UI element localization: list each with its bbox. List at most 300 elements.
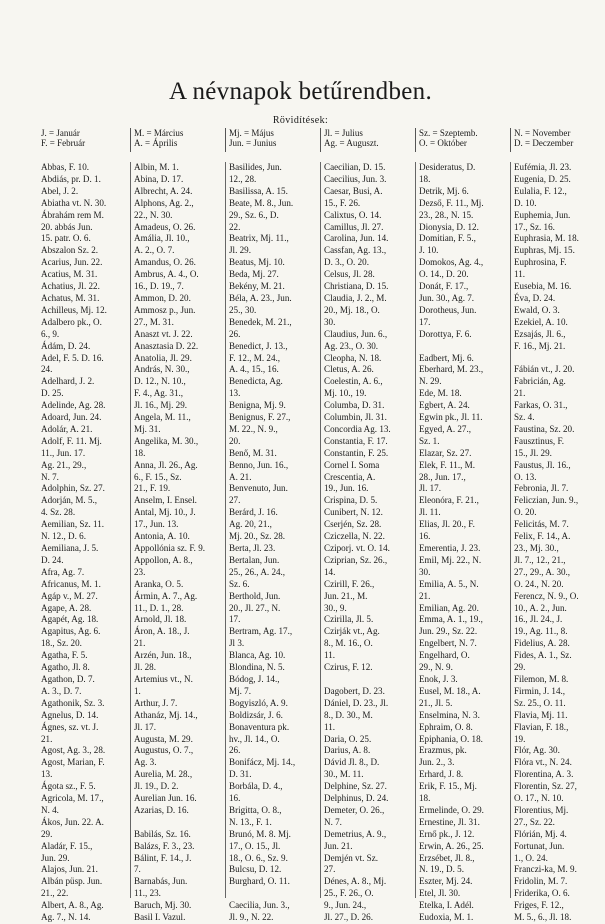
index-entry: Albrecht, A. 24. — [134, 185, 193, 196]
index-entry: 26. — [229, 745, 241, 756]
index-entry: 16., Jl. 24., J. — [514, 614, 563, 625]
index-entry: A. 2., O. 7. — [134, 245, 175, 256]
index-entry: Ákos, Jun. 22. A. — [41, 816, 104, 827]
index-entry: Arthur, J. 7. — [134, 697, 178, 708]
index-entry: Jl. 28. — [134, 662, 156, 673]
legend-entry: A. = Április — [134, 138, 178, 148]
index-entry: Adel, F. 5. D. 16. — [41, 352, 104, 363]
index-entry: Beda, Mj. 27. — [229, 269, 279, 280]
index-entry: Emilian, Ag. 20. — [419, 602, 479, 613]
index-entry: Friderika, O. 6. — [514, 888, 570, 899]
index-entry: Czirilla, Jl. 5. — [324, 614, 374, 625]
index-entry: Caecilius, Jun. 3. — [324, 173, 387, 184]
index-entry: Febronia, Jl. 7. — [514, 483, 569, 494]
index-entry: Béla, A. 23., Jun. — [229, 292, 292, 303]
index-entry: Agapét, Ag. 18. — [41, 614, 99, 625]
index-entry: Acarius, Jun. 22. — [41, 257, 103, 268]
index-entry: Emilia, A. 5., N. — [419, 578, 479, 589]
index-entry: Benedicta, Ag. — [229, 376, 283, 387]
index-entry: Bekény, M. 21. — [229, 281, 285, 292]
index-entry: Adalbero pk., O. — [41, 316, 102, 327]
index-entry: Ernestine, Jl. 31. — [419, 816, 480, 827]
index-entry: Fidelius, A. 28. — [514, 638, 570, 649]
index-entry: Erazmus, pk. — [419, 745, 467, 756]
index-entry: A. 4., 15., 16. — [229, 364, 279, 375]
index-entry: 27., M. 31. — [134, 316, 174, 327]
index-entry: Basil I. Vazul. — [134, 912, 186, 923]
index-entry: Azarias, D. 16. — [134, 804, 189, 815]
index-entry: Jl. 9., N. 22. — [229, 912, 274, 923]
legend-column — [415, 128, 510, 152]
index-entry: Artemius vt., N. — [134, 673, 193, 684]
legend-entry: J. = Január — [41, 128, 80, 138]
index-entry: Sz. 4. — [514, 412, 535, 423]
index-entry: Desideratus, D. — [419, 162, 476, 172]
index-entry: 4. Sz. 28. — [41, 507, 76, 518]
index-entry: Anatolia, Jl. 29. — [134, 352, 192, 363]
index-entry: Erik, F. 15., Mj. — [419, 781, 477, 792]
legend-column — [225, 128, 320, 152]
index-entry: Constantin, F. 25. — [324, 447, 389, 458]
index-entry: Eusel, M. 18., A. — [419, 685, 481, 696]
index-entry: Ambrus, A. 4., O. — [134, 269, 199, 280]
index-entry: Constantia, F. 17. — [324, 435, 388, 446]
index-entry: Agapitus, Ag. 6. — [41, 626, 101, 637]
index-entry: Ágnes, sz. vt. J. — [41, 721, 99, 732]
index-entry: Blondina, N. 5. — [229, 662, 285, 673]
legend-column — [41, 128, 130, 152]
index-entry: A. 21. — [229, 471, 252, 482]
index-entry: Fides, A. 1., Sz. — [514, 650, 572, 661]
index-entry: Benvenuto, Jun. — [229, 483, 288, 494]
index-entry: Euphrasia, M. 18. — [514, 233, 579, 244]
index-entry: 15., Jl. 29. — [514, 447, 552, 458]
index-entry: Etel, Jl. 30. — [419, 888, 461, 899]
index-entry: 11., Jun. 17. — [41, 447, 86, 458]
legend-entry: Ag. = Auguszt. — [324, 138, 379, 148]
index-column — [415, 162, 510, 923]
legend-entry: Jl. = Julius — [324, 128, 363, 138]
index-entry: Czirill, F. 26., — [324, 578, 375, 589]
index-entry: 21., 22. — [41, 888, 69, 899]
index-entry — [229, 888, 320, 900]
index-entry: Agathon, D. 7. — [41, 673, 95, 684]
index-entry: Detrik, Mj. 6. — [419, 185, 469, 196]
index-entry: 9., Jun. 24., — [324, 900, 367, 911]
index-entry: Adorján, M. 5., — [41, 495, 98, 506]
index-entry: Columba, D. 31. — [324, 400, 385, 411]
index-entry: Fabricián, Ag. — [514, 376, 566, 387]
index-entry: Basilides, Jun. — [229, 162, 282, 172]
index-entry: Florentius, Mj. — [514, 804, 569, 815]
index-entry: Ag. 23., O. 30. — [324, 340, 379, 351]
index-entry: Amadeus, O. 26. — [134, 221, 196, 232]
index-entry: Erwin, A. 26., 25. — [419, 840, 484, 851]
index-entry: 30. — [419, 566, 431, 577]
index-entry: Dániel, D. 23., Jl. — [324, 697, 389, 708]
index-entry: 18. — [419, 793, 431, 804]
index-entry: Donát, F. 17., — [419, 281, 469, 292]
index-entry: Agathonik, Sz. 3. — [41, 697, 105, 708]
index-entry: Czirják vt., Ag. — [324, 626, 380, 637]
index-entry: 11., D. 1., 28. — [134, 602, 184, 613]
index-entry: 16., D. 19., 7. — [134, 281, 184, 292]
index-entry: F. 16., Mj. 21. — [514, 340, 566, 351]
index-entry: J. 10. — [419, 245, 439, 256]
index-entry: 15. patr. O. 6. — [41, 233, 91, 244]
index-entry: Eszter, Mj. 24. — [419, 876, 473, 887]
legend-column — [510, 128, 605, 152]
index-entry: Abina, D. 17. — [134, 173, 184, 184]
index-entry: Czirus, F. 12. — [324, 662, 373, 673]
index-entry: Adelinde, Ag. 28. — [41, 400, 106, 411]
index-entry: 1., O. 24. — [514, 852, 548, 863]
index-entry: Cleopha, N. 18. — [324, 352, 382, 363]
index-entry: Jun. 21. — [324, 840, 353, 851]
index-entry: 13. — [41, 769, 53, 780]
legend-entry: M. = Március — [134, 128, 184, 138]
index-entry: Jun. 2., 3. — [419, 757, 455, 768]
index-entry: Jl. 7., 12., 21., — [514, 554, 566, 565]
index-entry: Delphine, Sz. 27. — [324, 781, 387, 792]
index-entry: 6., F. 15., Sz. — [134, 471, 182, 482]
index-entry: Elias, Jl. 20., F. — [419, 519, 475, 530]
index-entry: Euphemia, Jun. — [514, 209, 571, 220]
index-entry: Bódog, J. 14., — [229, 673, 280, 684]
index-entry: Agatho, Jl. 8. — [41, 662, 90, 673]
index-entry: 21. — [419, 590, 431, 601]
index-entry: Demjén vt. Sz. — [324, 852, 379, 863]
index-entry: Agatha, F. 5. — [41, 650, 88, 661]
index-entry: 20., Mj. 18., O. — [324, 304, 380, 315]
index-entry: 29. — [514, 662, 526, 673]
index-entry: O. 24., N. 20. — [514, 578, 564, 589]
index-entry — [514, 353, 605, 365]
index-entry: Benigna, Mj. 9. — [229, 400, 286, 411]
index-entry: Bonaventura pk. — [229, 721, 290, 732]
index-entry: Concordia Ag. 13. — [324, 423, 391, 434]
index-entry: Flórián, Mj. 4. — [514, 828, 567, 839]
index-entry: Adelhard, J. 2. — [41, 376, 95, 387]
index-entry: Jl 3. — [229, 638, 245, 649]
index-entry: Balázs, F. 3., 23. — [134, 840, 195, 851]
index-entry: Beatrix, Mj. 11., — [229, 233, 289, 244]
index-entry: Beatus, Mj. 10. — [229, 257, 285, 268]
index-entry: Caecilian, D. 15. — [324, 162, 386, 172]
index-entry: Barnabás, Jun. — [134, 876, 188, 887]
index-entry: Berthold, Jun. — [229, 590, 281, 601]
index-entry: Faustina, Sz. 20. — [514, 423, 575, 434]
index-entry: Sz. 25., O. 11. — [514, 697, 566, 708]
index-entry: Appollon, A. 8., — [134, 554, 193, 565]
index-entry: 25., F. 26., O. — [324, 888, 374, 899]
index-entry: Egyed, A. 27., — [419, 423, 472, 434]
index-entry: Cletus, A. 26. — [324, 364, 374, 375]
index-entry: Anaszt vt. J. 22. — [134, 328, 193, 339]
index-entry: Brunó, M. 8. Mj. — [229, 828, 291, 839]
index-entry: A. 3., D. 7. — [41, 685, 82, 696]
index-entry: Bogyiszló, A. 9. — [229, 697, 288, 708]
index-entry: O. 14., D. 20. — [419, 269, 469, 280]
index-entry: Anna, Jl. 26., Ag. — [134, 459, 198, 470]
index-entry: Benedek, M. 21., — [229, 316, 292, 327]
index-entry: 19., Ag. 11., 8. — [514, 626, 568, 637]
index-entry: Bertalan, Jun. — [229, 554, 280, 565]
index-entry: Eadbert, Mj. 6. — [419, 352, 474, 363]
index-entry: Ernő pk., J. 12. — [419, 828, 475, 839]
index-entry: Basilissa, A. 15. — [229, 185, 288, 196]
index-entry: Jl. 29. — [229, 245, 251, 256]
index-entry: 18. — [134, 447, 146, 458]
legend-entry: O. = Október — [419, 138, 467, 148]
index-entry: 15., F. 26. — [324, 197, 361, 208]
index-entry: Christiana, D. 15. — [324, 281, 389, 292]
index-entry: Calixtus, O. 14. — [324, 209, 382, 220]
index-entry: 16. — [419, 531, 431, 542]
index-entry: Ábrahám rem M. — [41, 209, 104, 220]
index-entry: 19. — [514, 733, 526, 744]
index-entry: Erhard, J. 8. — [419, 769, 464, 780]
index-entry: Elazar, Sz. 27. — [419, 447, 472, 458]
index-entry: Eleonóra, F. 21., — [419, 495, 479, 506]
index-entry: 8., M. 16., O. — [324, 638, 373, 649]
index-entry: Coelestin, A. 6., — [324, 376, 383, 387]
abbreviation-legend — [41, 128, 605, 152]
index-entry: Flavia, Mj. 11. — [514, 709, 568, 720]
index-entry: Ag. 7., N. 14. — [41, 912, 91, 923]
index-entry: Darius, A. 8. — [324, 745, 371, 756]
index-entry: Jl. 17. — [134, 721, 156, 732]
index-entry: Aemiliana, J. 5. — [41, 543, 99, 553]
index-entry: Áron, A. 18., J. — [134, 626, 190, 637]
index-entry: Baruch, Mj. 30. — [134, 900, 192, 911]
index-entry: Adolár, A. 21. — [41, 423, 93, 434]
index-entry: Cassfan, Ag. 13., — [324, 245, 387, 256]
index-entry: Fortunat, Jun. — [514, 840, 565, 851]
index-entry: N. 13., F. 1. — [229, 816, 272, 827]
index-entry: 20. abbás Jun. — [41, 221, 93, 232]
index-entry: Claudius, Jun. 6., — [324, 328, 388, 339]
index-entry: Benignus, F. 27., — [229, 412, 291, 423]
index-entry: Egbert, A. 24. — [419, 400, 470, 411]
index-entry: Alajos, Jun. 21. — [41, 864, 98, 875]
index-entry: Jl. 19., D. 2. — [134, 781, 179, 792]
index-entry: O. 13. — [514, 471, 537, 482]
index-entry: Mj. 10., 19. — [324, 388, 367, 399]
index-entry: 17. — [419, 316, 431, 327]
index-entry: Cornel I. Soma — [324, 459, 380, 470]
index-entry: Arnold, Jl. 18. — [134, 614, 187, 625]
index-entry: Jun. 29., Sz. 22. — [419, 626, 478, 637]
index-entry: 18., Sz. 20. — [41, 638, 82, 649]
index-entry: Mj. 31. — [134, 423, 161, 434]
index-entry: 14. — [324, 566, 336, 577]
index-entry: Dezső, F. 11., Mj. — [419, 197, 484, 208]
index-entry: N. 7. — [324, 816, 342, 827]
abbreviations-heading: Rövidítések: — [272, 115, 329, 126]
index-entry: Sz. 1. — [419, 435, 440, 446]
index-entry: Aurelian Jun. 16. — [134, 793, 197, 804]
index-entry: Arzén, Jun. 18., — [134, 650, 192, 661]
index-entry: Columbin, Jl. 31. — [324, 412, 387, 423]
index-entry: Engelbert, N. 7. — [419, 638, 477, 649]
index-entry: Etelka, I. Adél. — [419, 900, 474, 911]
index-entry: D. 31. — [229, 769, 252, 780]
index-entry: N. 4. — [41, 804, 59, 815]
index-entry: Claudia, J. 2., M. — [324, 292, 387, 303]
index-entry: Athanáz, Mj. 14., — [134, 709, 198, 720]
index-entry: Ephraim, O. 8. — [419, 721, 473, 732]
index-entry: Cunibert, N. 12. — [324, 507, 383, 518]
index-entry: 21. — [514, 388, 526, 399]
index-entry: Augustus, O. 7., — [134, 745, 194, 756]
index-column — [41, 162, 130, 923]
index-entry: Firmin, J. 14., — [514, 685, 566, 696]
index-column — [510, 162, 605, 923]
index-entry: Adolphin, Sz. 27. — [41, 483, 105, 494]
index-entry: Benedict, J. 13., — [229, 340, 288, 351]
index-entry: Burghard, O. 11. — [229, 876, 290, 887]
index-entry: Alphons, Ag. 2., — [134, 197, 194, 208]
index-entry: Feliczian, Jun. 9., — [514, 495, 579, 506]
index-entry: 21., Jl. 5. — [419, 697, 453, 708]
index-entry: 30., M. 11. — [324, 769, 364, 780]
index-entry: 12., 28. — [229, 173, 257, 184]
index-entry: Egwin pk., Jl. 11. — [419, 412, 483, 423]
index-entry: D. 3., O. 20. — [324, 257, 369, 268]
index-entry: Dionysia, D. 12. — [419, 221, 479, 232]
index-entry: Friges, F. 12., — [514, 900, 564, 911]
index-entry: Franczi-ka, M. 9. — [514, 864, 577, 875]
index-entry: hv., Jl. 14., O. — [229, 733, 280, 744]
index-entry: 11. — [514, 269, 526, 280]
index-entry: Caecilia, Jun. 3., — [229, 900, 290, 911]
index-entry: 17., O. 15., Jl. — [229, 840, 281, 851]
index-entry: 27. — [229, 495, 241, 506]
index-entry: 11. — [324, 650, 336, 661]
index-entry: 27. — [324, 864, 336, 875]
index-entry: 7. — [134, 864, 141, 875]
index-entry: 18. — [419, 173, 431, 184]
index-entry: 17. — [229, 614, 241, 625]
index-entry: F. 12., M. 24., — [229, 352, 281, 363]
index-entry: 23. — [134, 566, 146, 577]
index-entry: 8., D. 30., M. — [324, 709, 373, 720]
index-entry: Eufémia, Jl. 23. — [514, 162, 572, 172]
legend-column — [130, 128, 225, 152]
index-entry: 17., Jun. 13. — [134, 519, 179, 530]
index-entry: Bulcsu, D. 12. — [229, 864, 282, 875]
legend-entry: D. = Deczember — [514, 138, 574, 148]
index-entry: Faustus, Jl. 16., — [514, 459, 571, 470]
index-entry: 13. — [229, 388, 241, 399]
index-entry: Emerentia, J. 23. — [419, 543, 481, 553]
index-entry: Abszalon Sz. 2. — [41, 245, 99, 256]
index-entry: O. 17., N. 10. — [514, 793, 564, 804]
index-entry: Cziczella, N. 22. — [324, 531, 385, 542]
index-entry: Ezekiel, A. 10. — [514, 316, 568, 327]
index-entry: Felix, F. 14., A. — [514, 531, 571, 542]
index-entry: 21. — [41, 733, 53, 744]
index-entry: Acatius, M. 31. — [41, 269, 98, 280]
index-entry — [324, 674, 415, 686]
index-entry: Ammosz p., Jun. — [134, 304, 196, 315]
index-entry: Amandus, O. 26. — [134, 257, 196, 268]
index-entry: 6., 9. — [41, 328, 60, 339]
index-entry: Beate, M. 8., Jun. — [229, 197, 294, 208]
index-entry: O. 20. — [514, 507, 537, 518]
index-entry: Fábián vt., J. 20. — [514, 364, 575, 375]
index-entry: Cserjén, Sz. 28. — [324, 519, 382, 530]
index-entry: Jl. 16., Mj. 29. — [134, 400, 188, 411]
index-entry: 28., Jun. 17., — [419, 471, 466, 482]
index-entry: Enselmina, N. 3. — [419, 709, 480, 720]
index-entry: Flóra vt., N. 24. — [514, 757, 572, 768]
index-entry: Jun. 29. — [41, 852, 70, 863]
index-entry: Caesar, Busi, A. — [324, 185, 383, 196]
index-entry: 23., 28., N. 15. — [419, 209, 474, 220]
index-entry: M. 5., 6., Jl. 18. — [514, 912, 572, 923]
index-entry: Agape, A. 28. — [41, 602, 92, 613]
index-entry: Albin, M. 1. — [134, 162, 179, 172]
index-entry: M. 22., N. 9., — [229, 423, 278, 434]
index-entry: N. 29. — [419, 376, 442, 387]
index-entry: Borbála, D. 4., — [229, 781, 283, 792]
index-entry: Domokos, Ag. 4., — [419, 257, 484, 268]
index-entry: Cziporj. vt. O. 14. — [324, 543, 390, 553]
index-entry: 22. — [229, 221, 241, 232]
index-entry: 25., 30. — [229, 304, 257, 315]
index-entry: 17., Sz. 16. — [514, 221, 555, 232]
index-entry: Jl. 11. — [419, 507, 441, 518]
index-entry: 25., 26., A. 24., — [229, 566, 286, 577]
index-entry: Ermelinde, O. 29. — [419, 804, 484, 815]
index-column — [225, 162, 320, 923]
index-entry: 22., N. 30. — [134, 209, 173, 220]
index-entry: Ármin, A. 7., Ag. — [134, 590, 198, 601]
index-entry: Aurelia, M. 28., — [134, 769, 193, 780]
index-entry: Anasztasia D. 22. — [134, 340, 199, 351]
index-entry: Achatus, M. 31. — [41, 292, 100, 303]
index-entry: Delphinus, D. 24. — [324, 793, 389, 804]
index-entry: Aranka, O. 5. — [134, 578, 184, 589]
index-entry: Ágota sz., F. 5. — [41, 781, 96, 792]
index-entry: Erzsébet, Jl. 8., — [419, 852, 475, 863]
index-entry: Ag. 20, 21., — [229, 519, 272, 530]
index-entry: 27., 29., A. 30., — [514, 566, 571, 577]
index-entry: Appollónia sz. F. 9. — [134, 543, 206, 553]
index-entry: Dagobert, D. 23. — [324, 685, 385, 696]
index-entry: Sz. 6. — [229, 578, 250, 589]
index-entry: Babilás, Sz. 16. — [134, 828, 191, 839]
index-entry: 29., Sz. 6., D. — [229, 209, 279, 220]
index-entry: 30., 9. — [324, 602, 347, 613]
index-entry: Fausztinus, F. — [514, 435, 565, 446]
index-entry: Felicitás, M. 7. — [514, 519, 569, 530]
index-entry: 20., Jl. 27., N. — [229, 602, 281, 613]
index-entry: Ede, M. 18. — [419, 388, 462, 399]
index-entry: 29. — [41, 828, 53, 839]
index-entry: Eulalia, F. 12., — [514, 185, 567, 196]
index-entry: N. 19., D. 5. — [419, 864, 464, 875]
index-entry: 30. — [324, 316, 336, 327]
index-entry: Flór, Ag. 30. — [514, 745, 560, 756]
index-entry: Angelika, M. 30., — [134, 435, 199, 446]
index-entry: Afra, Ag. 7. — [41, 566, 85, 577]
index-entry: Filemon, M. 8. — [514, 673, 569, 684]
index-entry: 21. — [134, 638, 146, 649]
index-entry: Abdiás, pr. D. 1. — [41, 173, 101, 184]
